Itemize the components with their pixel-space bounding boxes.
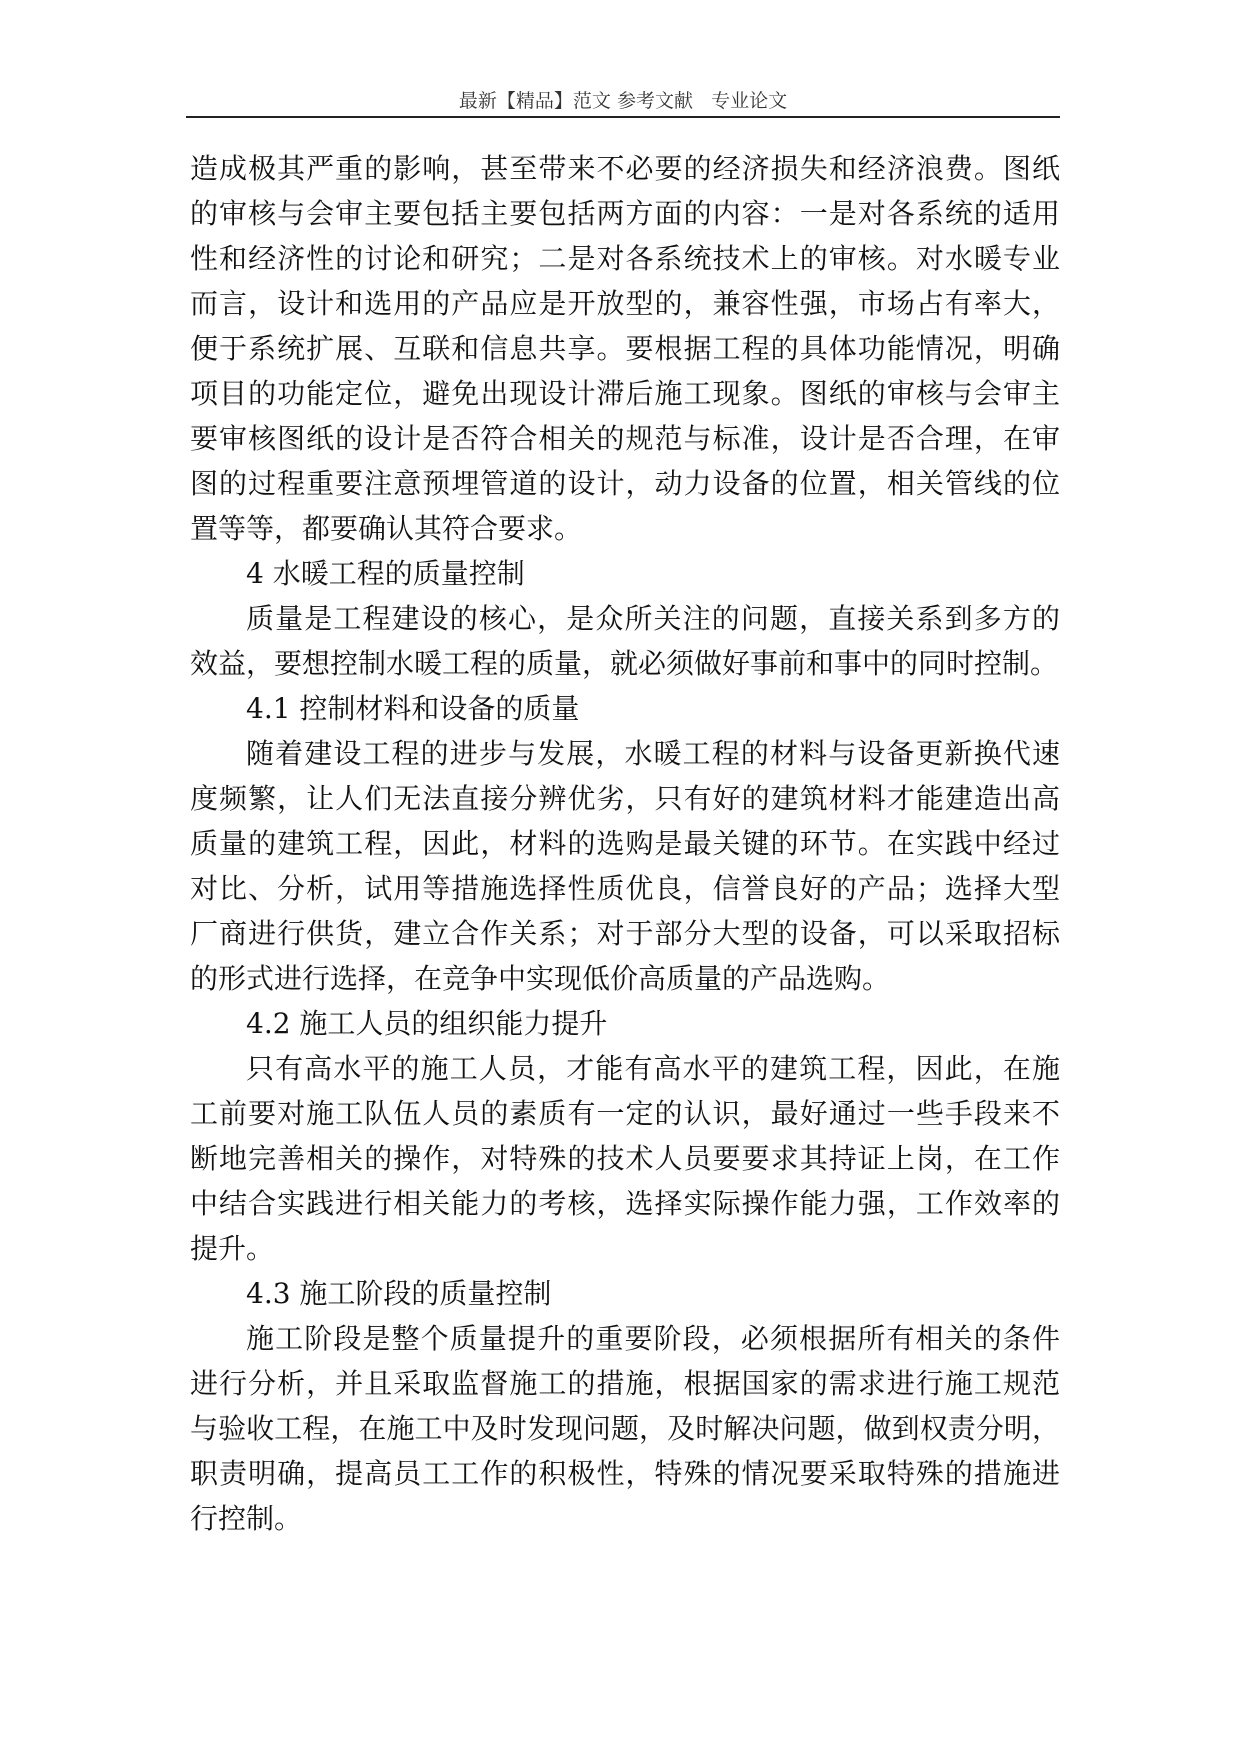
- text-line: 便于系统扩展、互联和信息共享。要根据工程的具体功能情况，明确: [190, 332, 1060, 365]
- text-line: 中结合实践进行相关能力的考核，选择实际操作能力强，工作效率的: [190, 1187, 1060, 1220]
- text-line: 施工阶段是整个质量提升的重要阶段，必须根据所有相关的条件: [246, 1322, 1060, 1355]
- text-line: 断地完善相关的操作，对特殊的技术人员要要求其持证上岗，在工作: [190, 1142, 1060, 1175]
- text-line: 图的过程重要注意预埋管道的设计，动力设备的位置，相关管线的位: [190, 467, 1060, 500]
- text-line: 效益，要想控制水暖工程的质量，就必须做好事前和事中的同时控制。: [190, 647, 1059, 680]
- text-line: 厂商进行供货，建立合作关系；对于部分大型的设备，可以采取招标: [190, 917, 1060, 950]
- text-line: 4.2 施工人员的组织能力提升: [246, 1007, 608, 1040]
- text-line: 要审核图纸的设计是否符合相关的规范与标准，设计是否合理，在审: [190, 422, 1060, 455]
- text-line: 随着建设工程的进步与发展，水暖工程的材料与设备更新换代速: [246, 737, 1060, 770]
- page-header: 最新【精品】范文 参考文献 专业论文: [458, 90, 788, 112]
- text-line: 性和经济性的讨论和研究；二是对各系统技术上的审核。对水暖专业: [190, 242, 1060, 275]
- body-text: [190, 146, 1060, 1541]
- text-line: 度频繁，让人们无法直接分辨优劣，只有好的建筑材料才能建造出高: [190, 782, 1060, 815]
- text-line: 4 水暖工程的质量控制: [246, 557, 525, 590]
- text-line: 职责明确，提高员工工作的积极性，特殊的情况要采取特殊的措施进: [190, 1457, 1060, 1490]
- text-line: 行控制。: [190, 1502, 303, 1535]
- text-line: 而言，设计和选用的产品应是开放型的，兼容性强，市场占有率大，: [190, 287, 1060, 320]
- text-line: 项目的功能定位，避免出现设计滞后施工现象。图纸的审核与会审主: [190, 377, 1060, 410]
- text-line: 4.1 控制材料和设备的质量: [246, 692, 580, 725]
- text-line: 提升。: [190, 1232, 275, 1265]
- text-line: 对比、分析，试用等措施选择性质优良，信誉良好的产品；选择大型: [190, 872, 1060, 905]
- text-line: 质量的建筑工程，因此，材料的选购是最关键的环节。在实践中经过: [190, 827, 1060, 860]
- text-line: 造成极其严重的影响，甚至带来不必要的经济损失和经济浪费。图纸: [190, 152, 1060, 185]
- text-line: 4.3 施工阶段的质量控制: [246, 1277, 552, 1310]
- text-line: 的形式进行选择，在竞争中实现低价高质量的产品选购。: [190, 962, 891, 995]
- text-line: 只有高水平的施工人员，才能有高水平的建筑工程，因此，在施: [246, 1052, 1060, 1085]
- text-line: 工前要对施工队伍人员的素质有一定的认识，最好通过一些手段来不: [190, 1097, 1060, 1130]
- text-line: 的审核与会审主要包括主要包括两方面的内容：一是对各系统的适用: [190, 197, 1060, 230]
- text-line: 进行分析，并且采取监督施工的措施，根据国家的需求进行施工规范: [190, 1367, 1060, 1400]
- text-line: 质量是工程建设的核心，是众所关注的问题，直接关系到多方的: [246, 602, 1060, 635]
- text-line: 置等等，都要确认其符合要求。: [190, 512, 583, 545]
- header-divider: [186, 116, 1060, 118]
- text-line: 与验收工程，在施工中及时发现问题，及时解决问题，做到权责分明，: [190, 1412, 1060, 1445]
